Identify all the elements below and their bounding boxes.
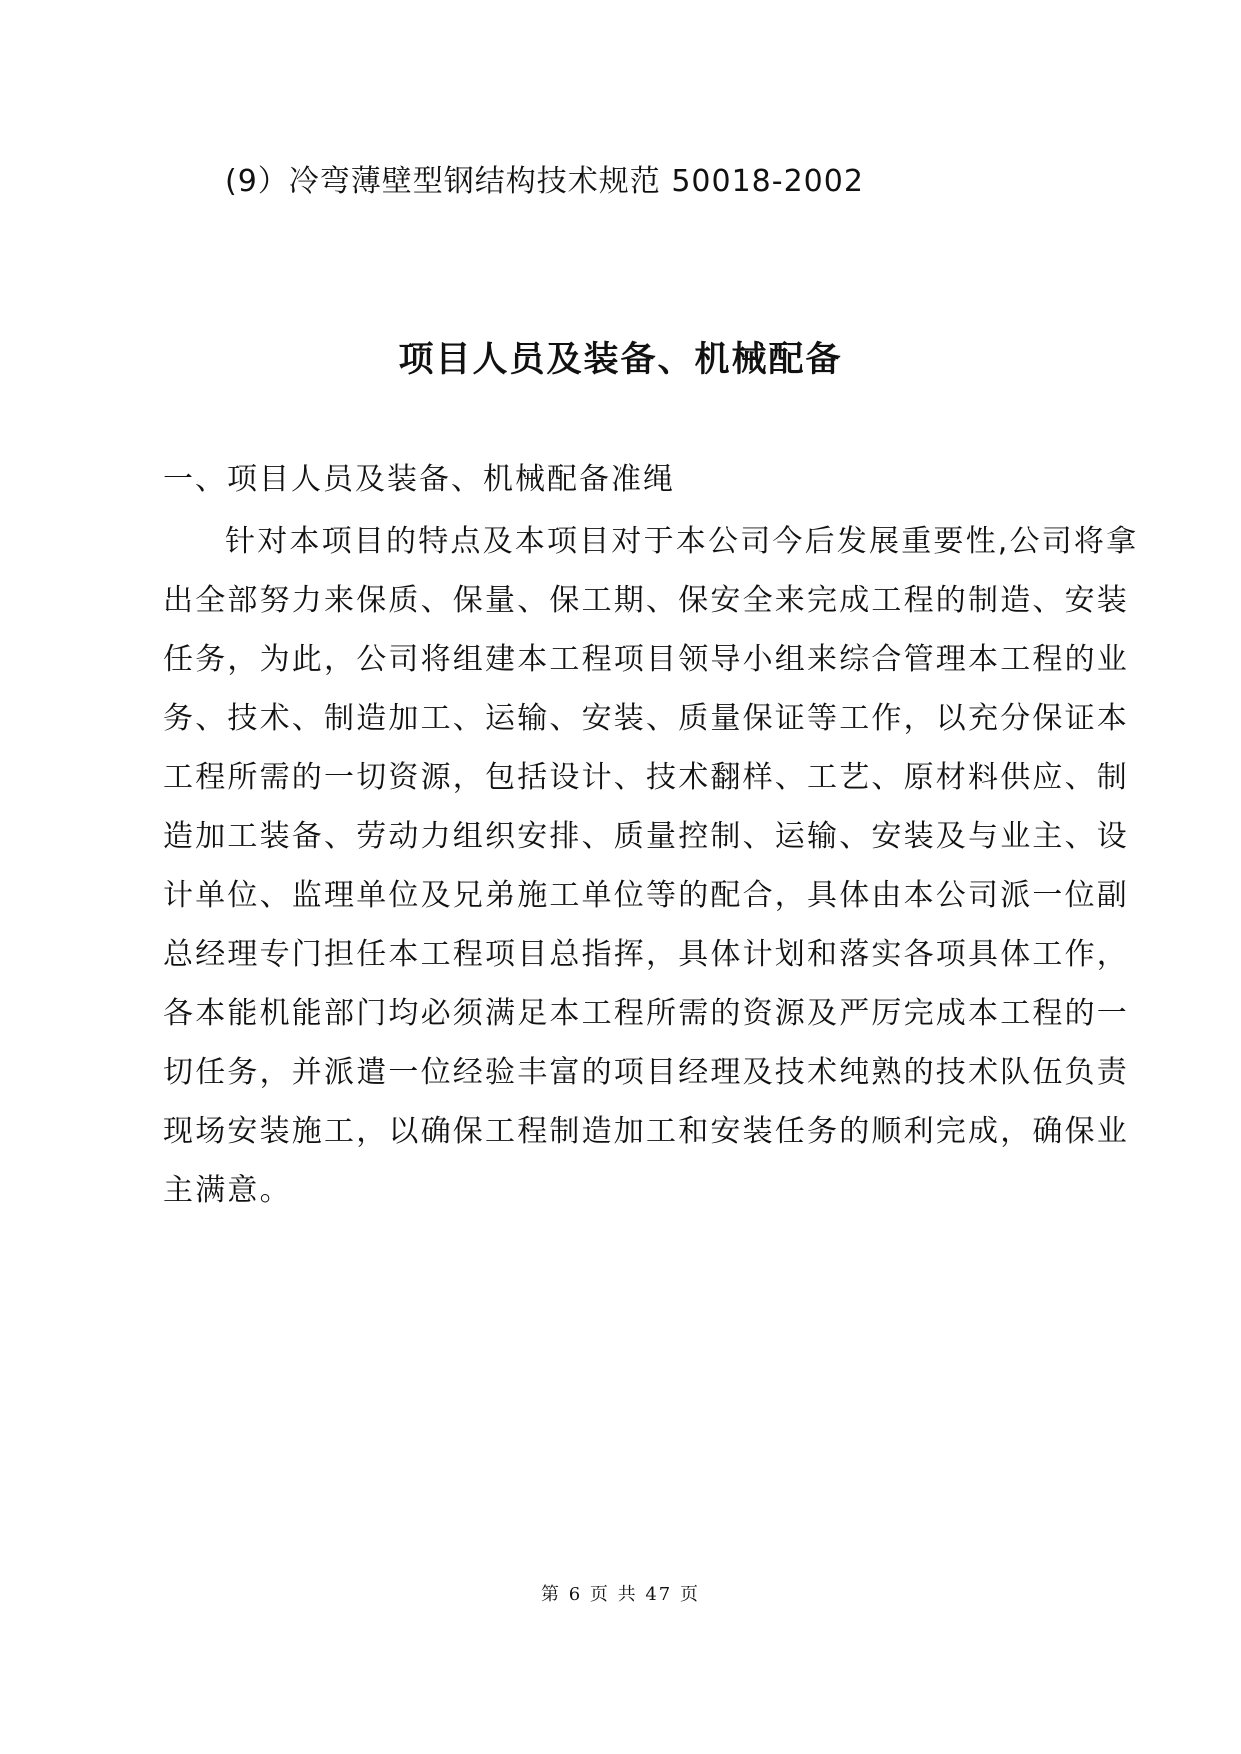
body-line: 出全部努力来保质、保量、保工期、保安全来完成工程的制造、安装	[163, 583, 1129, 618]
body-line: 主满意。	[163, 1173, 292, 1208]
standard-reference-item: (9）冷弯薄壁型钢结构技术规范 50018-2002	[225, 164, 864, 199]
body-line: 针对本项目的特点及本项目对于本公司今后发展重要性,公司将拿	[225, 524, 1139, 559]
page-number-footer: 第 6 页 共 47 页	[541, 1584, 700, 1605]
body-line: 各本能机能部门均必须满足本工程所需的资源及严厉完成本工程的一	[163, 996, 1129, 1031]
body-line: 务、技术、制造加工、运输、安装、质量保证等工作，以充分保证本	[163, 701, 1129, 736]
subheading: 一、项目人员及装备、机械配备准绳	[163, 462, 675, 497]
body-line: 总经理专门担任本工程项目总指挥，具体计划和落实各项具体工作，	[163, 937, 1129, 972]
section-title: 项目人员及装备、机械配备	[398, 340, 843, 380]
body-line: 切任务，并派遣一位经验丰富的项目经理及技术纯熟的技术队伍负责	[163, 1055, 1129, 1090]
body-line: 工程所需的一切资源，包括设计、技术翻样、工艺、原材料供应、制	[163, 760, 1129, 795]
body-paragraph	[163, 518, 1139, 1226]
body-line: 任务，为此，公司将组建本工程项目领导小组来综合管理本工程的业	[163, 642, 1129, 677]
body-line: 现场安装施工，以确保工程制造加工和安装任务的顺利完成，确保业	[163, 1114, 1129, 1149]
body-line: 造加工装备、劳动力组织安排、质量控制、运输、安装及与业主、设	[163, 819, 1129, 854]
body-line: 计单位、监理单位及兄弟施工单位等的配合，具体由本公司派一位副	[163, 878, 1129, 913]
